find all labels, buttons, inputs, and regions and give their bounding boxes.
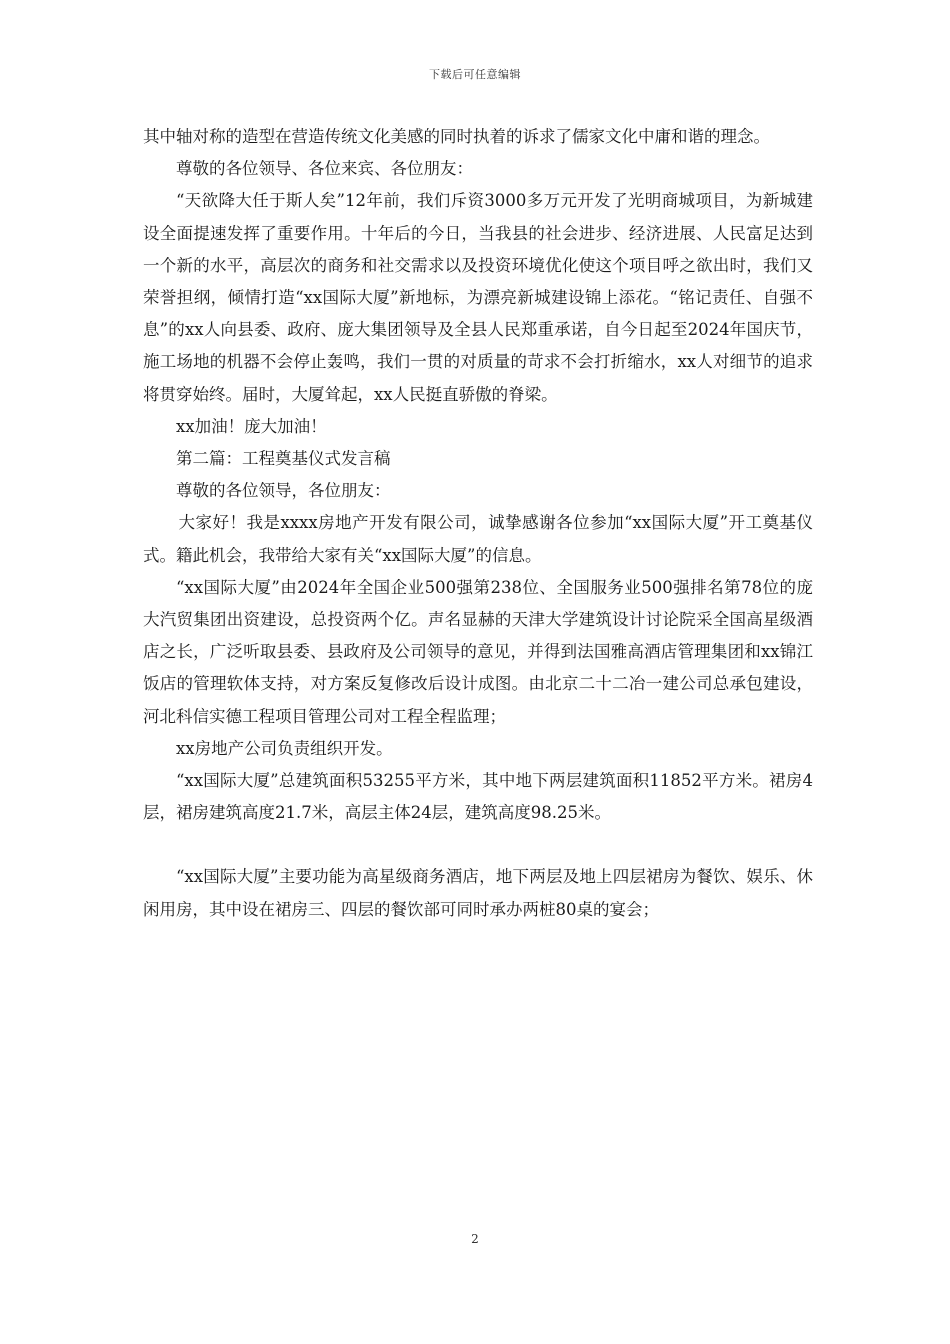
paragraph: xx加油！庞大加油！ — [176, 416, 327, 436]
salutation: 尊敬的各位领导、各位来宾、各位朋友： — [176, 159, 473, 179]
paragraph: “xx国际大厦”总建筑面积53255平方米，其中地下两层建筑面积11852平方米。裙房4层，裙房建筑高度21.7米，高层主体24层，建筑高度98.25米。 — [143, 771, 813, 823]
page-header: 下载后可任意编辑 — [429, 68, 521, 81]
blank-line — [143, 829, 813, 861]
paragraph: “天欲降大任于斯人矣”12年前，我们斥资3000多万元开发了光明商城项目，为新城建设全面提速发挥了重要作用。十年后的今日，当我县的社会进步、经济进展、人民富足达到一个新的水平，高层次的商务和社交需求以及投资环境优化使这个项目呼之欲出时，我们又荣誉担纲，倾情打造“xx国际大厦”新地标，为漂亮新城建设锦上添花。“铭记责任、自强不息”的xx人向县委、政府、庞大集团领导及全县人民郑重承诺，自今日起至2024年国庆节，施工场地的机器不会停止轰鸣，我们一贯的对质量的苛求不会打折缩水，xx人对细节的追求将贯穿始终。届时，大厦耸起，xx人民挺直骄傲的脊梁。 — [143, 191, 813, 404]
paragraph: 大家好！我是xxxx房地产开发有限公司，诚挚感谢各位参加“xx国际大厦”开工奠基仪式。籍此机会，我带给大家有关“xx国际大厦”的信息。 — [143, 513, 813, 565]
page-number: 2 — [471, 1232, 479, 1246]
section-title: 第二篇：工程奠基仪式发言稿 — [176, 449, 391, 469]
paragraph: xx房地产公司负责组织开发。 — [176, 738, 393, 758]
document-body — [143, 121, 813, 926]
paragraph: “xx国际大厦”由2024年全国企业500强第238位、全国服务业500强排名第78位的庞大汽贸集团出资建设，总投资两个亿。声名显赫的天津大学建筑设计讨论院采全国高星级酒店之长，广泛听取县委、县政府及公司领导的意见，并得到法国雅高酒店管理集团和xx锦江饭店的管理软体支持，对方案反复修改后设计成图。由北京二十二冶一建公司总承包建设，河北科信实德工程项目管理公司对工程全程监理； — [143, 577, 813, 726]
salutation: 尊敬的各位领导，各位朋友： — [176, 481, 391, 501]
paragraph: “xx国际大厦”主要功能为高星级商务酒店，地下两层及地上四层裙房为餐饮、娱乐、休闲用房，其中设在裙房三、四层的餐饮部可同时承办两桩80桌的宴会； — [143, 867, 813, 919]
paragraph: 其中轴对称的造型在营造传统文化美感的同时执着的诉求了儒家文化中庸和谐的理念。 — [143, 127, 770, 146]
